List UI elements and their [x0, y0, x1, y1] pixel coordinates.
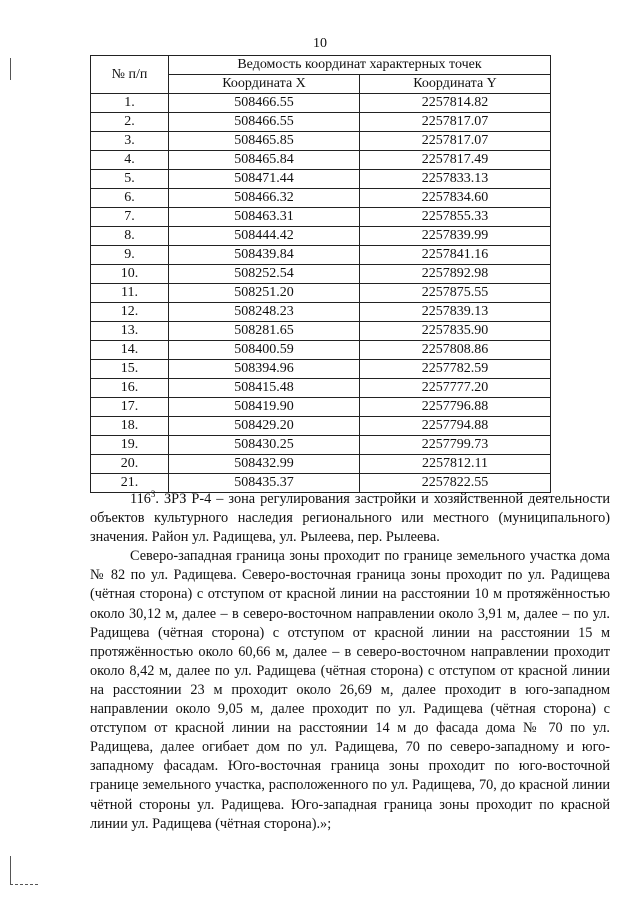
coordinate-y-cell: 2257834.60	[360, 189, 551, 208]
section-number: 116	[130, 491, 151, 507]
scan-edge-mark	[10, 58, 11, 80]
row-number-cell: 5.	[91, 170, 169, 189]
row-number-cell: 21.	[91, 474, 169, 493]
coordinate-x-cell: 508465.85	[169, 132, 360, 151]
col-x-header: Координата X	[169, 75, 360, 94]
coordinate-x-cell: 508444.42	[169, 227, 360, 246]
coordinate-y-cell: 2257799.73	[360, 436, 551, 455]
page-number: 10	[313, 36, 327, 51]
coordinate-y-cell: 2257892.98	[360, 265, 551, 284]
coordinate-y-cell: 2257822.55	[360, 474, 551, 493]
coordinates-table	[90, 55, 551, 493]
coordinate-y-cell: 2257839.99	[360, 227, 551, 246]
coordinate-x-cell: 508429.20	[169, 417, 360, 436]
coordinate-x-cell: 508281.65	[169, 322, 360, 341]
coordinates-group-header: Ведомость координат характерных точек	[169, 56, 551, 75]
table-row	[91, 113, 551, 132]
coordinate-y-cell: 2257833.13	[360, 170, 551, 189]
table-row	[91, 132, 551, 151]
table-row	[91, 208, 551, 227]
table-row	[91, 227, 551, 246]
coordinate-x-cell: 508471.44	[169, 170, 360, 189]
table-row	[91, 436, 551, 455]
row-number-cell: 18.	[91, 417, 169, 436]
row-number-cell: 15.	[91, 360, 169, 379]
coordinate-x-cell: 508419.90	[169, 398, 360, 417]
table-row	[91, 341, 551, 360]
row-number-cell: 7.	[91, 208, 169, 227]
row-number-cell: 17.	[91, 398, 169, 417]
coordinate-y-cell: 2257777.20	[360, 379, 551, 398]
coordinates-table-body	[91, 94, 551, 493]
row-number-cell: 13.	[91, 322, 169, 341]
coordinate-y-cell: 2257817.07	[360, 113, 551, 132]
table-row	[91, 455, 551, 474]
row-number-cell: 12.	[91, 303, 169, 322]
row-number-cell: 20.	[91, 455, 169, 474]
coordinate-x-cell: 508439.84	[169, 246, 360, 265]
coordinate-y-cell: 2257817.49	[360, 151, 551, 170]
coordinate-x-cell: 508465.84	[169, 151, 360, 170]
coordinate-x-cell: 508435.37	[169, 474, 360, 493]
table-row	[91, 379, 551, 398]
coordinate-y-cell: 2257794.88	[360, 417, 551, 436]
coordinate-y-cell: 2257835.90	[360, 322, 551, 341]
coordinate-y-cell: 2257875.55	[360, 284, 551, 303]
coordinate-y-cell: 2257841.16	[360, 246, 551, 265]
row-number-cell: 10.	[91, 265, 169, 284]
coordinate-x-cell: 508394.96	[169, 360, 360, 379]
table-row	[91, 303, 551, 322]
section-heading	[90, 490, 610, 547]
coordinate-x-cell: 508432.99	[169, 455, 360, 474]
zone-description	[90, 490, 610, 834]
coordinate-y-cell: 2257782.59	[360, 360, 551, 379]
table-row	[91, 170, 551, 189]
row-number-cell: 4.	[91, 151, 169, 170]
coordinate-y-cell: 2257855.33	[360, 208, 551, 227]
coordinate-x-cell: 508400.59	[169, 341, 360, 360]
coordinate-x-cell: 508248.23	[169, 303, 360, 322]
coordinate-y-cell: 2257817.07	[360, 132, 551, 151]
section-superscript: 3	[150, 489, 156, 500]
row-number-cell: 1.	[91, 94, 169, 113]
coordinate-x-cell: 508252.54	[169, 265, 360, 284]
table-row	[91, 360, 551, 379]
coordinate-y-cell: 2257814.82	[360, 94, 551, 113]
row-number-cell: 11.	[91, 284, 169, 303]
coordinate-x-cell: 508463.31	[169, 208, 360, 227]
row-number-cell: 6.	[91, 189, 169, 208]
table-row	[91, 322, 551, 341]
table-row	[91, 94, 551, 113]
coordinate-y-cell: 2257812.11	[360, 455, 551, 474]
row-number-cell: 9.	[91, 246, 169, 265]
coordinate-x-cell: 508430.25	[169, 436, 360, 455]
scan-edge-mark	[10, 884, 38, 886]
row-number-cell: 16.	[91, 379, 169, 398]
table-header-row	[91, 56, 551, 75]
scan-edge-mark	[10, 856, 11, 884]
coordinate-x-cell: 508466.55	[169, 94, 360, 113]
row-number-cell: 2.	[91, 113, 169, 132]
coordinate-y-cell: 2257796.88	[360, 398, 551, 417]
row-number-cell: 14.	[91, 341, 169, 360]
table-row	[91, 246, 551, 265]
boundary-paragraph: Северо-западная граница зоны проходит по границе земельного участка дома № 82 по ул. Радищева. Северо-восточная граница зоны проходит по ул. Радищева (чётная сторона) с отступом от красной линии на расстоянии 10 м протяжённостью около 30,12 м, далее – в северо-восточном направлении около 3,91 м, далее – по ул. Радищева (чётная сторона) с отступом от красной линии на расстоянии 15 м протяжённостью около 60,66 м, далее – в северо-восточном направлении проходит около 8,42 м, далее по ул. Радищева (чётная сторона) с отступом от красной линии на расстоянии 23 м проходит около 26,69 м, далее проходит в юго-западном направлении около 9,05 м, далее проходит по ул. Радищева (чётная сторона) с отступом от красной линии на расстоянии 14 м до фасада дома № 70 по ул. Радищева, далее огибает дом по ул. Радищева, 70 по северо-западному и юго-западному фасадам. Юго-восточная граница зоны проходит по юго-восточной границе земельного участка, расположенного по ул. Радищева, 70, до красной линии чётной стороны ул. Радищева. Юго-западная граница зоны проходит по красной линии ул. Радищева (чётная сторона).»;	[90, 548, 610, 832]
table-row	[91, 417, 551, 436]
col-number-header: № п/п	[91, 56, 169, 94]
coordinate-x-cell: 508466.55	[169, 113, 360, 132]
coordinate-x-cell: 508415.48	[169, 379, 360, 398]
coordinate-y-cell: 2257839.13	[360, 303, 551, 322]
table-row	[91, 265, 551, 284]
table-row	[91, 284, 551, 303]
coordinate-y-cell: 2257808.86	[360, 341, 551, 360]
row-number-cell: 8.	[91, 227, 169, 246]
table-row	[91, 151, 551, 170]
section-heading-text: . ЗРЗ Р-4 – зона регулирования застройки и хозяйственной деятельности объектов культурного наследия регионального или местного (муниципального) значения. Район ул. Радищева, ул. Рылеева, пер. Рылеева.	[90, 491, 610, 546]
row-number-cell: 3.	[91, 132, 169, 151]
coordinate-x-cell: 508466.32	[169, 189, 360, 208]
table-row	[91, 398, 551, 417]
col-y-header: Координата Y	[360, 75, 551, 94]
row-number-cell: 19.	[91, 436, 169, 455]
table-row	[91, 189, 551, 208]
coordinate-x-cell: 508251.20	[169, 284, 360, 303]
